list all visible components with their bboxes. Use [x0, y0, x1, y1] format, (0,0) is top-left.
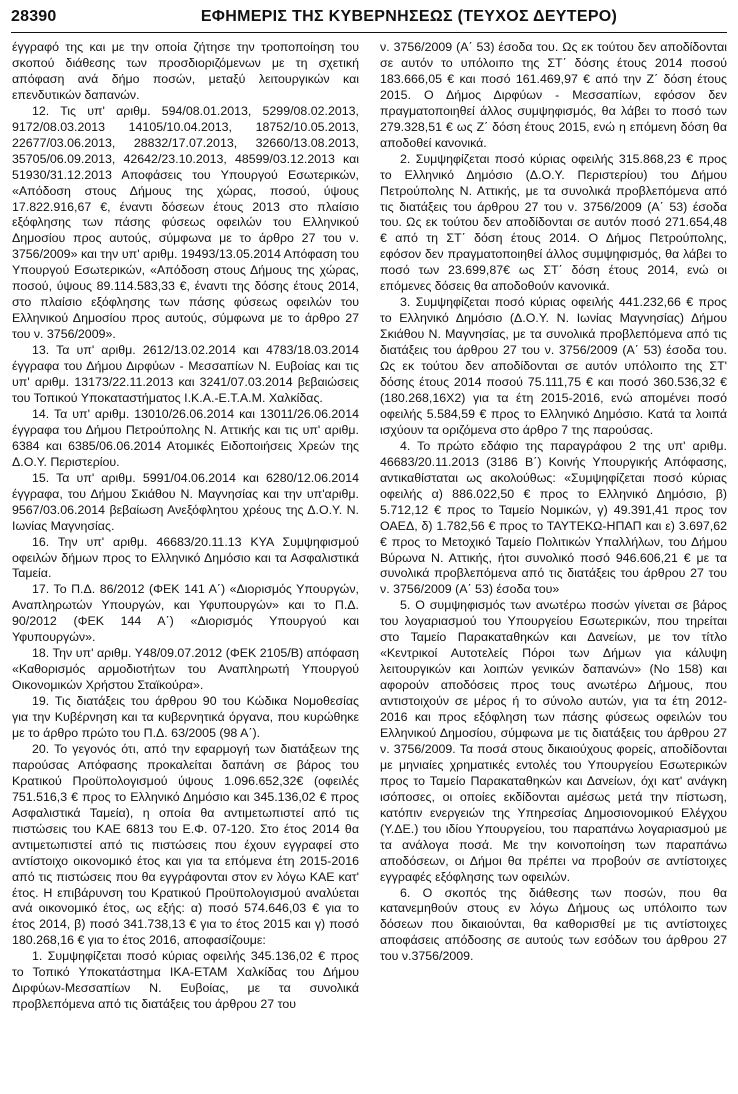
paragraph-13: 13. Τα υπ' αριθμ. 2612/13.02.2014 και 4783/18.03.2014 έγγραφα του Δήμου Διρφύων - Μεσσαπίων Ν. Ευβοίας και τις υπ' αριθμ. 13173/22.11.2013 και 3241/07.03.2014 βεβαιώσεις του Τοπικού Υποκαταστήματος Ι.Κ.Α.-Ε.Τ.Α.Μ. Χαλκίδας.	[12, 343, 359, 405]
article-6: 6. Ο σκοπός της διάθεσης των ποσών, που θα κατανεμηθούν στους εν λόγω Δήμους ως υπόλοιπο των δόσεων που δικαιούνται, θα καθορισθεί με τις αντίστοιχες αποφάσεις απόδοσης σε αυτούς των εσόδων του άρθρου 27 του ν.3756/2009.	[380, 885, 727, 964]
page-header	[11, 6, 727, 33]
paragraph-16: 16. Την υπ' αριθμ. 46683/20.11.13 ΚΥΑ Συμψηφισμού οφειλών δήμων προς το Ελληνικό Δημόσιο και τα Ασφαλιστικά Ταμεία.	[12, 534, 359, 581]
paragraph-15: 15. Τα υπ' αριθμ. 5991/04.06.2014 και 6280/12.06.2014 έγγραφα, του Δήμου Σκιάθου Ν. Μαγνησίας και την υπ'αριθμ. 9567/03.06.2014 βεβαίωση Ανεξόφλητου χρέους της Δ.Ο.Υ. Ν. Ιωνίας Μαγνησίας.	[12, 470, 359, 533]
paragraph-17: 17. Το Π.Δ. 86/2012 (ΦΕΚ 141 Α΄) «Διορισμός Υπουργών, Αναπληρωτών Υπουργών, και Υφυπουργών» και το Π.Δ. 90/2012 (ΦΕΚ 144 Α΄) «Διορισμός Υπουργού και Υφυπουργών».	[12, 582, 359, 645]
article-1: 1. Συμψηφίζεται ποσό κύριας οφειλής 345.136,02 € προς το Τοπικό Υποκατάστημα ΙΚΑ-ΕΤΑΜ Χαλκίδας του Δήμου Διρφύων-Μεσσαπίων Ν. Ευβοίας, με τα συνολικά προβλεπόμενα από τις διατάξεις του άρθρου 27 του	[12, 949, 359, 1012]
article-4: 4. Το πρώτο εδάφιο της παραγράφου 2 της υπ' αριθμ. 46683/20.11.2013 (3186 Β΄) Κοινής Υπουργικής Απόφασης, αντικαθίσταται ως ακολούθως: «Συμψηφίζεται ποσό κύριας οφειλής α) 886.022,50 € προς το Ελληνικό Δημόσιο, β) 5.712,12 € προς το Ταμείο Νομικών, γ) 49.391,41 προς τον ΟΑΕΔ, δ) 1.782,56 € προς το ΤΑΥΤΕΚΩ-ΗΠΑΠ και ε) 3.697,62 € προς το Μετοχικό Ταμείο Πολιτικών Υπαλλήλων, του Δήμου Βύρωνα Ν. Αττικής, ήτοι συνολικό ποσό 946.606,21 € με τα συνολικά προβλεπόμενα από τις διατάξεις του άρθρου 27 του ν. 3756/2009 (Α΄ 53) έσοδα του»	[380, 438, 727, 597]
right-column	[380, 40, 727, 965]
paragraph-18: 18. Την υπ' αριθμ. Υ48/09.07.2012 (ΦΕΚ 2105/Β) απόφαση «Καθορισμός αρμοδιοτήτων του Αναπληρωτή Υπουργού Οικονομικών Χρήστου Σταϊκούρα».	[12, 646, 359, 693]
page-number: 28390	[11, 8, 57, 25]
article-2: 2. Συμψηφίζεται ποσό κύριας οφειλής 315.868,23 € προς το Ελληνικό Δημόσιο (Δ.Ο.Υ. Περιστερίου) του Δήμου Πετρούπολης Ν. Αττικής, με τα συνολικά προβλεπόμενα από τις διατάξεις του άρθρου 27 του ν. 3756/2009 (Α΄ 53) έσοδα του. Ως εκ τούτου δεν αποδίδονται σε αυτόν ποσό 271.654,48 € από τη ΣΤ΄ δόση έτους 2014. Ο Δήμος Πετρούπολης, εφόσον δεν πραγματοποιηθεί άλλος συμψηφισμός, θα λάβει το ποσό των 23.699,87€ ως ΣΤ΄ δόση έτους 2014, ενώ οι επόμενες δόσεις θα αποδοθούν κανονικά.	[380, 151, 727, 294]
article-3: 3. Συμψηφίζεται ποσό κύριας οφειλής 441.232,66 € προς το Ελληνικό Δημόσιο (Δ.Ο.Υ. Ν. Ιωνίας Μαγνησίας) Δήμου Σκιάθου Ν. Μαγνησίας, με τα συνολικά προβλεπόμενα από τις διατάξεις του άρθρου 27 του ν. 3756/2009 (Α΄ 53) έσοδα του. Ως εκ τούτου δεν αποδίδονται σε αυτόν υπόλοιπο της ΣΤ' δόσης έτους 2014 ποσού 75.111,75 € και ποσό 360.536,32 € (180.268,16Χ2) για τα έτη 2015-2016, ενώ απομένει ποσό οφειλής 5.584,59 € προς το Ελληνικό Δημόσιο. Κατά τα λοιπά ισχύουν τα οριζόμενα στο άρθρο 7 της παρούσας.	[380, 295, 727, 437]
article-5: 5. Ο συμψηφισμός των ανωτέρω ποσών γίνεται σε βάρος του λογαριασμού του Υπουργείου Εσωτερικών, που τηρείται στο Ταμείο Παρακαταθηκών και Δανείων, με τον τίτλο «Κεντρικοί Αυτοτελείς Πόροι των Δήμων για κάλυψη λειτουργικών και λοιπών γενικών δαπανών» (Νο 158) και αφορούν αποδόσεις προς τους ανωτέρω Δήμους, που αντιστοιχούν σε μέρος ή το σύνολο αυτών, για τα έτη 2012-2016 και προς εξόφληση των πάσης φύσεως οφειλών του Ελληνικού Δημοσίου, σύμφωνα με τις διατάξεις του άρθρου 27 ν. 3756/2009. Τα ποσά στους δικαιούχους φορείς, αποδίδονται με μηνιαίες χρηματικές εντολές του Υπουργείου Εσωτερικών προς το Ταμείο Παρακαταθηκών και Δανείων, όχι κατ' ανάγκη ισόποσες, οι οποίες εκδίδονται αμέσως μετά την πίστωση, κατόπιν ενεργειών της Υπηρεσίας Δημοσιονομικού Ελέγχου (Υ.ΔΕ.) του ιδίου Υπουργείου, του παραπάνω λογαριασμού με τα ανάλογα ποσά. Με την κοινοποίηση των παραπάνω αποδόσεων, οι Δήμοι θα πρέπει να προβούν σε αντίστοιχες εγγραφές εξόφλησης των οφειλών.	[380, 598, 727, 884]
journal-title: ΕΦΗΜΕΡΙΣ ΤΗΣ ΚΥΒΕΡΝΗΣΕΩΣ (ΤΕΥΧΟΣ ΔΕΥΤΕΡΟ)	[200, 8, 618, 25]
paragraph-12: 12. Τις υπ' αριθμ. 594/08.01.2013, 5299/08.02.2013, 9172/08.03.2013 14105/10.04.2013, 18752/10.05.2013, 22677/03.06.2013, 28832/17.07.2013, 32660/13.08.2013, 35705/06.09.2013, 42642/23.10.2013, 48599/03.12.2013 και 51930/31.12.2013 Αποφάσεις του Υπουργού Εσωτερικών, «Απόδοση στους Δήμους της χώρας, ποσού, ύψους 17.822.916,67 €, έναντι δόσεων έτους 2013 στο πλαίσιο εξόφλησης των πάσης φύσεως οφειλών του Ελληνικού Δημοσίου προς αυτούς, σύμφωνα με το άρθρο 27 του ν. 3756/2009» και την υπ' αριθμ. 19493/13.05.2014 Απόφαση του Υπουργού Εσωτερικών, «Απόδοση στους Δήμους της χώρας, ποσού, ύψους 89.114.583,33 €, έναντι της δόσης έτους 2014, στο πλαίσιο εξόφλησης των πάσης φύσεως οφειλών του Ελληνικού Δημοσίου προς αυτούς, σύμφωνα με το άρθρο 27 του ν. 3756/2009».	[12, 103, 359, 342]
paragraph-continuation: έγγραφό της και με την οποία ζήτησε την τροποποίηση του σκοπού διάθεσης των προσδιοριζόμενων με τη σχετική απόφαση ανά δήμο ποσών, μεταξύ λειτουργικών και επενδυτικών δαπανών.	[12, 40, 359, 102]
paragraph-20: 20. Το γεγονός ότι, από την εφαρμογή των διατάξεων της παρούσας Απόφασης προκαλείται δαπάνη σε βάρος του Κρατικού Προϋπολογισμού ύψους 1.096.652,32€ (οφειλές 751.516,3 € προς το Ελληνικό Δημόσιο και 345.136,02 € προς Ασφαλιστικά Ταμεία), η οποία θα αντιμετωπιστεί από τις πιστώσεις του ΚΑΕ 6813 του Ε.Φ. 07-120. Στο έτος 2014 θα αντιμετωπιστεί από τις πιστώσεις που έχουν εγγραφεί στο αντίστοιχο οικονομικό έτος και για τα επόμενα έτη 2015-2016 από τις πιστώσεις που θα εγγράφονται στον εν λόγω ΚΑΕ κατ' έτος. Η επιβάρυνση του Κρατικού Προϋπολογισμού αναλύεται ανά οικονομικό έτος, ως εξής: α) ποσό 574.646,03 € για το έτος 2014, β) ποσό 341.738,13 € για το έτος 2015 και γ) ποσό 180.268,16 € για το έτος 2016, αποφασίζουμε:	[12, 741, 359, 948]
paragraph-14: 14. Τα υπ' αριθμ. 13010/26.06.2014 και 13011/26.06.2014 έγγραφα του Δήμου Πετρούπολης Ν. Αττικής και τις υπ' αριθμ. 6384 και 6385/06.06.2014 Ατομικές Ειδοποιήσεις Χρεών της Δ.Ο.Υ. Περιστερίου.	[12, 406, 359, 469]
article-1-continuation: ν. 3756/2009 (Α΄ 53) έσοδα του. Ως εκ τούτου δεν αποδίδονται σε αυτόν το υπόλοιπο της ΣΤ΄ δόσης έτους 2014 ποσού 183.666,05 € και ποσό 161.469,97 € από την Ζ΄ δόση έτους 2015. Ο Δήμος Διρφύων - Μεσσαπίων, εφόσον δεν πραγματοποιηθεί άλλος συμψηφισμός, θα λάβει το ποσό των 279.328,51 € ως Ζ΄ δόση έτους 2015, ενώ η επόμενη δόση θα αποδοθεί κανονικά.	[380, 40, 727, 150]
paragraph-19: 19. Τις διατάξεις του άρθρου 90 του Κώδικα Νομοθεσίας για την Κυβέρνηση και τα κυβερνητικά όργανα, που κυρώθηκε με το άρθρο πρώτο του Π.Δ. 63/2005 (98 Α΄).	[12, 694, 359, 740]
left-column	[12, 40, 359, 1013]
